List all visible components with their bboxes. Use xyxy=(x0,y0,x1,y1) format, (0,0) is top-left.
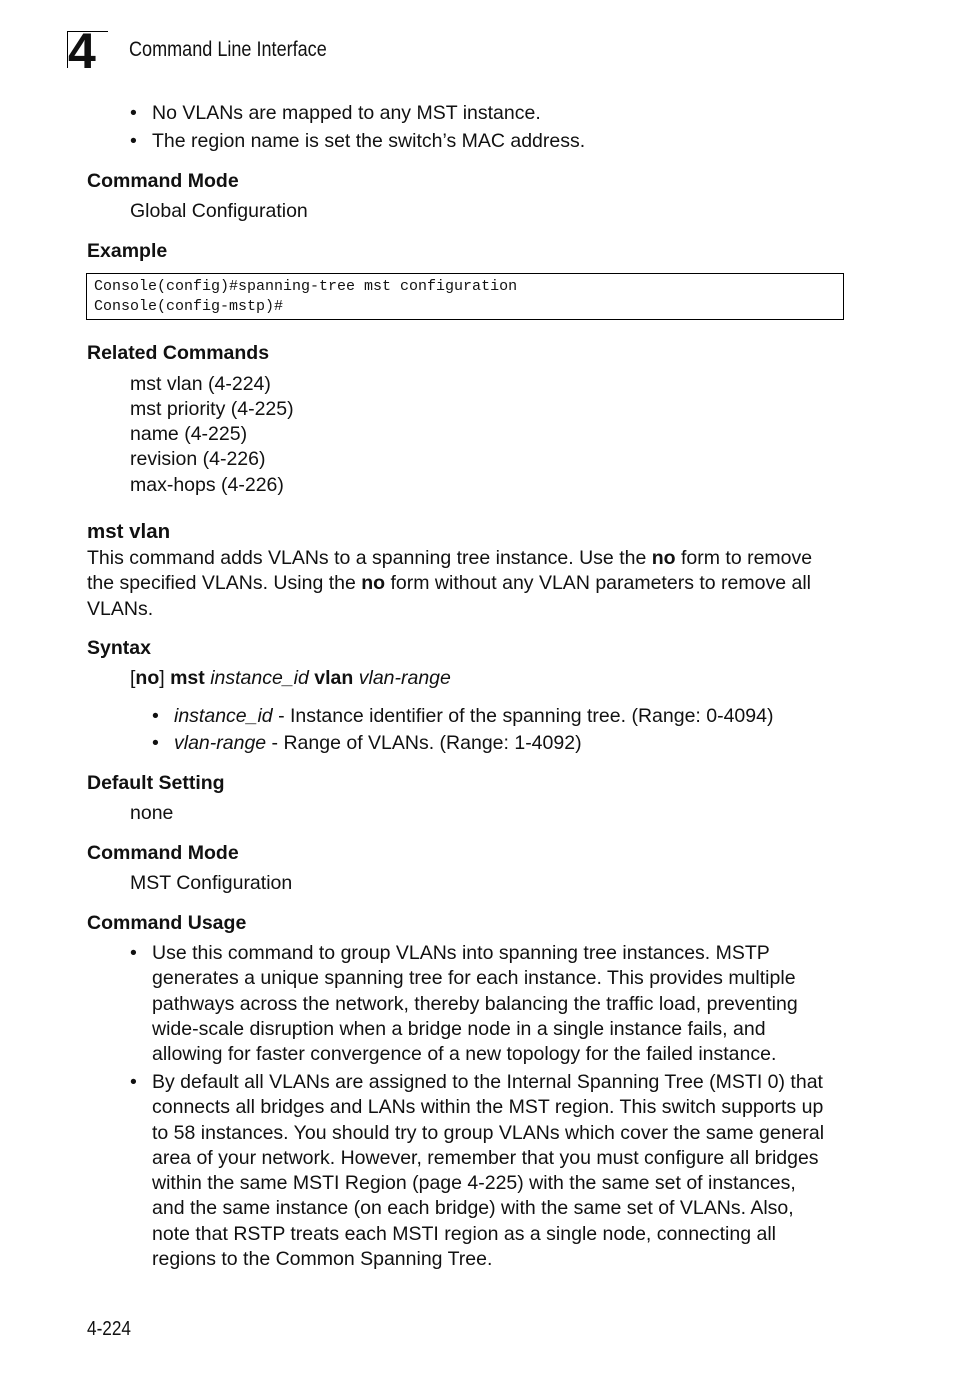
related-commands-heading: Related Commands xyxy=(87,342,270,364)
parameter-item: instance_id - Instance identifier of the spanning tree. (Range: 0-4094) xyxy=(174,705,774,727)
related-command: revision (4-226) xyxy=(130,448,266,470)
command-mode-heading: Command Mode xyxy=(87,842,239,864)
description-line: the specified VLANs. Using the no form without any VLAN parameters to remove all xyxy=(87,572,811,595)
syntax-heading: Syntax xyxy=(87,637,151,659)
command-title: mst vlan xyxy=(87,520,171,543)
bullet-dot: • xyxy=(152,705,159,727)
bullet-dot: • xyxy=(152,732,159,754)
bullet-dot: • xyxy=(130,1071,137,1093)
related-command: max-hops (4-226) xyxy=(130,474,284,496)
default-setting-value: none xyxy=(130,802,174,824)
running-header-title: Command Line Interface xyxy=(129,38,327,61)
syntax-line: [no] mst instance_id vlan vlan-range xyxy=(130,667,451,689)
bullet-dot: • xyxy=(130,942,137,964)
related-command: mst vlan (4-224) xyxy=(130,373,271,395)
code-line: Console(config)#spanning-tree mst configuration xyxy=(94,278,518,295)
command-mode-heading: Command Mode xyxy=(87,170,239,192)
list-item: No VLANs are mapped to any MST instance. xyxy=(152,102,541,124)
description-line: VLANs. xyxy=(87,597,154,620)
bullet-dot: • xyxy=(130,130,137,152)
list-item: By default all VLANs are assigned to the Internal Spanning Tree (MSTI 0) that connects all bridges and LANs within the MST region. This switch supports up to 58 instances. You should try to group VLANs which cover the same general area of your network. However, remember that you must configure all bridges within the same MSTI Region (page 4-225) with the same set of instances, and the same instance (on each bridge) with the same set of VLANs. Also, note that RSTP treats each MSTI region as a single node, connecting all regions to the Common Spanning Tree. xyxy=(152,1071,825,1271)
code-line: Console(config-mstp)# xyxy=(94,298,284,315)
page-number: 4-224 xyxy=(87,1318,131,1340)
command-mode-value: Global Configuration xyxy=(130,200,308,222)
code-example-box xyxy=(86,273,844,320)
list-item: Use this command to group VLANs into spanning tree instances. MSTP generates a unique spanning tree for each instance. This provides multiple pathways across the network, thereby balancing the traffic load, preventing wide-scale disruption when a bridge node in a single instance fails, and allowing for faster convergence of a new topology for the failed instance. xyxy=(152,942,798,1066)
command-description xyxy=(87,546,847,622)
default-setting-heading: Default Setting xyxy=(87,772,225,794)
parameter-item: vlan-range - Range of VLANs. (Range: 1-4092) xyxy=(174,732,582,754)
command-mode-value: MST Configuration xyxy=(130,872,293,894)
chapter-number: 4 xyxy=(68,23,94,79)
bullet-dot: • xyxy=(130,102,137,124)
related-command: name (4-225) xyxy=(130,423,248,445)
command-usage-heading: Command Usage xyxy=(87,912,247,934)
example-heading: Example xyxy=(87,240,168,262)
description-line: This command adds VLANs to a spanning tree instance. Use the no form to remove xyxy=(87,547,813,569)
related-command: mst priority (4-225) xyxy=(130,398,294,420)
list-item: The region name is set the switch’s MAC address. xyxy=(152,130,586,152)
